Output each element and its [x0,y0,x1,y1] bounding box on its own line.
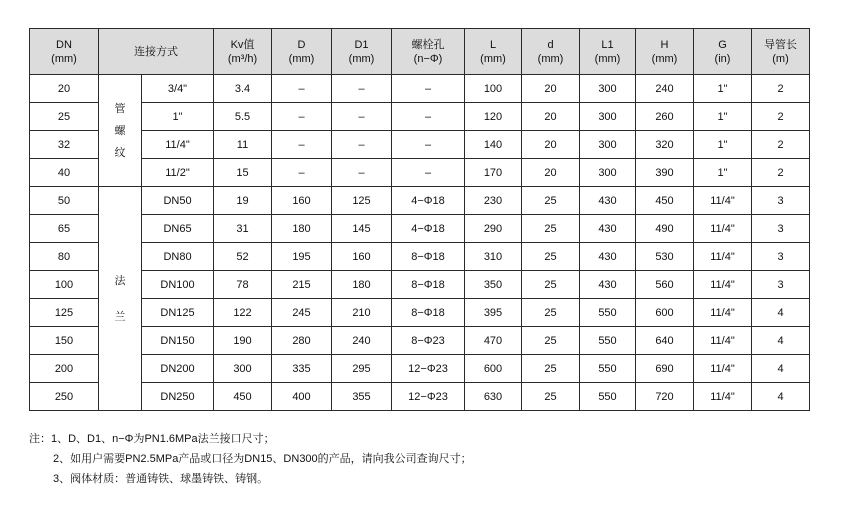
cell-L: 350 [465,271,522,299]
cell-bolt-holes: 8−Φ23 [392,327,465,355]
cell-kv: 52 [214,243,272,271]
group-thread [99,75,142,187]
table-row [30,75,810,103]
cell-G: 11/4" [694,187,752,215]
cell-L1: 300 [580,159,636,187]
cell-D1: 180 [332,271,392,299]
header-G: G (in) [694,29,752,75]
header-tube-length: 导管长 (m) [752,29,810,75]
cell-D1: 240 [332,327,392,355]
cell-d: 20 [522,75,580,103]
cell-D1: – [332,159,392,187]
cell-bolt-holes: 8−Φ18 [392,299,465,327]
group-char: 螺 [114,124,126,137]
cell-H: 560 [636,271,694,299]
cell-kv: 190 [214,327,272,355]
table-row [30,383,810,411]
cell-dn: 100 [30,271,99,299]
cell-d: 25 [522,271,580,299]
cell-bolt-holes: 12−Φ23 [392,383,465,411]
cell-H: 600 [636,299,694,327]
cell-kv: 3.4 [214,75,272,103]
cell-d: 20 [522,131,580,159]
cell-tube-length: 4 [752,355,810,383]
cell-L1: 430 [580,271,636,299]
cell-G: 1" [694,103,752,131]
cell-H: 320 [636,131,694,159]
cell-L: 100 [465,75,522,103]
header-connection: 连接方式 [99,29,214,75]
cell-bolt-holes: – [392,159,465,187]
cell-H: 490 [636,215,694,243]
cell-L1: 550 [580,299,636,327]
cell-L: 310 [465,243,522,271]
cell-dn: 200 [30,355,99,383]
cell-L1: 430 [580,243,636,271]
cell-G: 1" [694,131,752,159]
cell-kv: 15 [214,159,272,187]
cell-G: 11/4" [694,327,752,355]
cell-G: 1" [694,159,752,187]
table-row [30,131,810,159]
header-row [30,29,810,75]
cell-tube-length: 3 [752,243,810,271]
cell-H: 720 [636,383,694,411]
cell-d: 25 [522,187,580,215]
cell-connection: DN200 [142,355,214,383]
cell-d: 25 [522,355,580,383]
cell-tube-length: 3 [752,271,810,299]
cell-D: 180 [272,215,332,243]
cell-dn: 25 [30,103,99,131]
cell-D: 335 [272,355,332,383]
cell-d: 25 [522,299,580,327]
cell-G: 11/4" [694,215,752,243]
cell-d: 25 [522,215,580,243]
cell-tube-length: 4 [752,383,810,411]
cell-connection: DN150 [142,327,214,355]
cell-connection: 11/4" [142,131,214,159]
table-body [30,75,810,411]
cell-D: 400 [272,383,332,411]
cell-L1: 550 [580,383,636,411]
cell-D1: 210 [332,299,392,327]
header-L: L (mm) [465,29,522,75]
cell-D1: 295 [332,355,392,383]
cell-G: 11/4" [694,243,752,271]
cell-tube-length: 2 [752,159,810,187]
cell-L1: 550 [580,327,636,355]
cell-L: 170 [465,159,522,187]
cell-H: 390 [636,159,694,187]
cell-L1: 300 [580,103,636,131]
cell-H: 260 [636,103,694,131]
group-char: 管 [114,102,126,115]
cell-D: 245 [272,299,332,327]
header-dn: DN (mm) [30,29,99,75]
cell-d: 25 [522,327,580,355]
cell-D: – [272,159,332,187]
cell-D: 280 [272,327,332,355]
cell-d: 20 [522,103,580,131]
cell-D1: 355 [332,383,392,411]
cell-bolt-holes: 8−Φ18 [392,271,465,299]
cell-kv: 31 [214,215,272,243]
cell-bolt-holes: 4−Φ18 [392,215,465,243]
group-char: 纹 [114,146,126,159]
header-bolt-holes: 螺栓孔 (n−Φ) [392,29,465,75]
note-1: 注：1、D、D1、n−Φ为PN1.6MPa法兰接口尺寸； [29,433,275,445]
cell-D: 195 [272,243,332,271]
table-row [30,271,810,299]
cell-D1: 125 [332,187,392,215]
cell-kv: 78 [214,271,272,299]
cell-tube-length: 4 [752,327,810,355]
table-row [30,355,810,383]
cell-L: 470 [465,327,522,355]
cell-L: 290 [465,215,522,243]
cell-L1: 300 [580,131,636,159]
cell-dn: 125 [30,299,99,327]
cell-connection: 3/4" [142,75,214,103]
cell-dn: 20 [30,75,99,103]
cell-D: 160 [272,187,332,215]
cell-kv: 300 [214,355,272,383]
cell-dn: 150 [30,327,99,355]
header-kv: Kv值 (m³/h) [214,29,272,75]
table-row [30,327,810,355]
note-3: 3、阀体材质：普通铸铁、球墨铸铁、铸钢。 [53,473,269,485]
cell-D: – [272,131,332,159]
cell-dn: 65 [30,215,99,243]
cell-tube-length: 3 [752,187,810,215]
cell-L1: 550 [580,355,636,383]
cell-tube-length: 3 [752,215,810,243]
cell-tube-length: 4 [752,299,810,327]
cell-connection: 11/2" [142,159,214,187]
cell-L: 140 [465,131,522,159]
table-row [30,159,810,187]
cell-dn: 50 [30,187,99,215]
cell-D: 215 [272,271,332,299]
cell-bolt-holes: 8−Φ18 [392,243,465,271]
cell-L: 120 [465,103,522,131]
cell-L: 395 [465,299,522,327]
table-row [30,215,810,243]
cell-connection: DN250 [142,383,214,411]
cell-G: 1" [694,75,752,103]
cell-D1: – [332,131,392,159]
cell-G: 11/4" [694,383,752,411]
cell-G: 11/4" [694,355,752,383]
cell-kv: 19 [214,187,272,215]
cell-L: 630 [465,383,522,411]
cell-kv: 122 [214,299,272,327]
cell-tube-length: 2 [752,75,810,103]
cell-bolt-holes: 12−Φ23 [392,355,465,383]
group-char: 兰 [114,310,126,323]
cell-connection: DN125 [142,299,214,327]
cell-dn: 32 [30,131,99,159]
cell-H: 690 [636,355,694,383]
table-row [30,103,810,131]
cell-H: 240 [636,75,694,103]
cell-bolt-holes: – [392,75,465,103]
cell-D1: 160 [332,243,392,271]
cell-kv: 11 [214,131,272,159]
cell-G: 11/4" [694,271,752,299]
cell-L: 600 [465,355,522,383]
cell-H: 640 [636,327,694,355]
cell-connection: DN50 [142,187,214,215]
cell-d: 25 [522,243,580,271]
cell-D1: – [332,75,392,103]
cell-dn: 80 [30,243,99,271]
cell-D: – [272,75,332,103]
header-H: H (mm) [636,29,694,75]
cell-L1: 300 [580,75,636,103]
cell-d: 20 [522,159,580,187]
cell-tube-length: 2 [752,103,810,131]
cell-connection: DN65 [142,215,214,243]
table-row [30,299,810,327]
table-row [30,243,810,271]
spec-table-container [29,28,809,411]
cell-kv: 450 [214,383,272,411]
cell-tube-length: 2 [752,131,810,159]
cell-D: – [272,103,332,131]
cell-bolt-holes: 4−Φ18 [392,187,465,215]
cell-dn: 40 [30,159,99,187]
cell-kv: 5.5 [214,103,272,131]
cell-connection: DN100 [142,271,214,299]
cell-H: 530 [636,243,694,271]
cell-D1: 145 [332,215,392,243]
cell-L1: 430 [580,215,636,243]
cell-d: 25 [522,383,580,411]
cell-L: 230 [465,187,522,215]
note-2: 2、如用户需要PN2.5MPa产品或口径为DN15、DN300的产品，请向我公司查询尺寸； [53,453,472,465]
table-row [30,187,810,215]
cell-H: 450 [636,187,694,215]
cell-G: 11/4" [694,299,752,327]
cell-dn: 250 [30,383,99,411]
cell-connection: 1" [142,103,214,131]
header-L1: L1 (mm) [580,29,636,75]
group-char: 法 [114,274,126,287]
cell-D1: – [332,103,392,131]
cell-bolt-holes: – [392,131,465,159]
spec-table [29,28,810,411]
cell-bolt-holes: – [392,103,465,131]
notes [29,429,472,489]
header-d: d (mm) [522,29,580,75]
header-D1: D1 (mm) [332,29,392,75]
cell-connection: DN80 [142,243,214,271]
cell-L1: 430 [580,187,636,215]
header-D: D (mm) [272,29,332,75]
group-flange [99,187,142,411]
